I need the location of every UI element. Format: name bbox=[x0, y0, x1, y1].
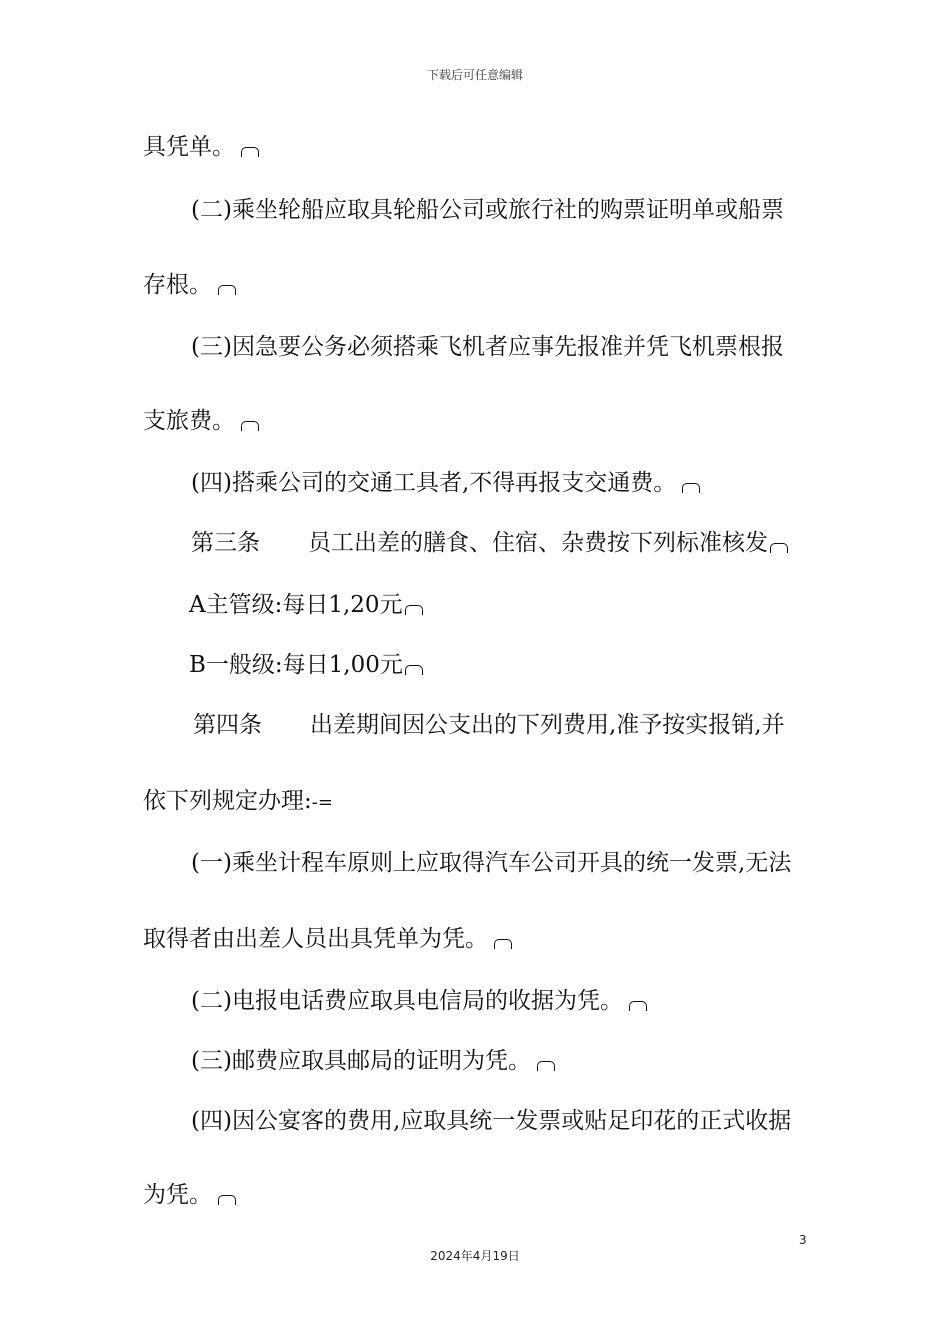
text-line-4: (三)因急要公务必须搭乘飞机者应事先报准并凭飞机票根报 bbox=[191, 334, 784, 360]
page-header: 下载后可任意编辑 bbox=[426, 68, 523, 82]
paragraph-mark-icon bbox=[537, 1061, 555, 1071]
inline-mark-text: -= bbox=[311, 792, 333, 813]
footer-date: 2024年4月19日 bbox=[430, 1249, 520, 1263]
paragraph-mark-icon bbox=[405, 605, 423, 615]
paragraph-mark-icon bbox=[629, 1001, 647, 1011]
paragraph-mark-icon bbox=[405, 665, 423, 675]
paragraph-mark-icon bbox=[770, 543, 788, 553]
paragraph-mark-icon bbox=[218, 285, 236, 295]
article-three-label: 第三条 bbox=[191, 530, 260, 556]
text-line-2: (二)乘坐轮船应取具轮船公司或旅行社的购票证明单或船票 bbox=[191, 197, 784, 223]
text-line-12: (一)乘坐计程车原则上应取得汽车公司开具的统一发票,无法 bbox=[191, 850, 792, 876]
paragraph-mark-icon bbox=[241, 147, 259, 157]
text-line-1: 具凭单。 bbox=[143, 132, 259, 162]
text-line-15: (三)邮费应取具邮局的证明为凭。 bbox=[191, 1046, 555, 1076]
text-line-6: (四)搭乘公司的交通工具者,不得再报支交通费。 bbox=[191, 468, 700, 498]
article-four-label: 第四条 bbox=[193, 712, 262, 738]
page-number: 3 bbox=[799, 1233, 807, 1247]
article-four-line: 第四条 出差期间因公支出的下列费用,准予按实报销,并 bbox=[193, 712, 785, 738]
text-line-5: 支旅费。 bbox=[143, 406, 259, 436]
text-line-13: 取得者由出差人员出具凭单为凭。 bbox=[143, 924, 512, 954]
text-line-11: 依下列规定办理:-= bbox=[143, 788, 333, 814]
paragraph-mark-icon bbox=[218, 1195, 236, 1205]
text-line-3: 存根。 bbox=[143, 270, 236, 300]
paragraph-mark-icon bbox=[682, 483, 700, 493]
paragraph-mark-icon bbox=[241, 421, 259, 431]
text-line-9: B一般级:每日1,00元 bbox=[189, 650, 423, 680]
text-line-16: (四)因公宴客的费用,应取具统一发票或贴足印花的正式收据 bbox=[191, 1108, 792, 1134]
text-line-17: 为凭。 bbox=[143, 1180, 236, 1210]
paragraph-mark-icon bbox=[494, 939, 512, 949]
article-three-line: 第三条 员工出差的膳食、住宿、杂费按下列标准核发 bbox=[191, 528, 788, 558]
text-line-8: A主管级:每日1,20元 bbox=[189, 590, 423, 620]
text-line-14: (二)电报电话费应取具电信局的收据为凭。 bbox=[191, 986, 647, 1016]
